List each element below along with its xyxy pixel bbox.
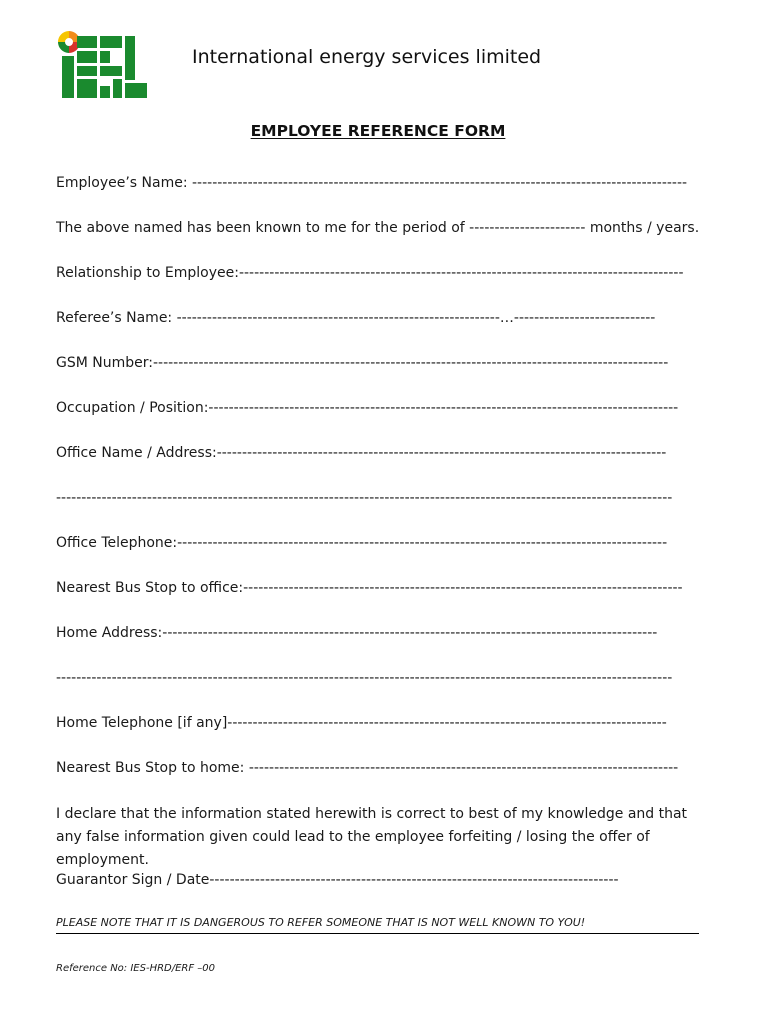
swirl-icon xyxy=(58,31,80,53)
home-address-continuation[interactable]: -------------------------------------------------------------------------------------------------------------------------- xyxy=(56,670,673,686)
referee-name-field[interactable]: Referee’s Name: ----------------------------------------------------------------…---------------------------- xyxy=(56,310,656,326)
gsm-number-field[interactable]: GSM Number:------------------------------------------------------------------------------------------------------ xyxy=(56,355,669,371)
home-telephone-field[interactable]: Home Telephone [if any]--------------------------------------------------------------------------------------- xyxy=(56,715,667,731)
declaration-text: I declare that the information stated herewith is correct to best of my knowledge and that any false information given could lead to the employee forfeiting / losing the offer of employment. xyxy=(56,806,688,868)
occupation-field[interactable]: Occupation / Position:--------------------------------------------------------------------------------------------- xyxy=(56,400,679,416)
company-name: International energy services limited xyxy=(192,46,542,68)
relationship-field[interactable]: Relationship to Employee:---------------------------------------------------------------------------------------- xyxy=(56,265,684,281)
office-telephone-field[interactable]: Office Telephone:------------------------------------------------------------------------------------------------- xyxy=(56,535,668,551)
guarantor-sign-date-field[interactable]: Guarantor Sign / Date--------------------------------------------------------------------------------- xyxy=(56,872,619,888)
reference-number: Reference No: IES-HRD/ERF –00 xyxy=(56,963,216,974)
warning-notice: PLEASE NOTE THAT IT IS DANGEROUS TO REFER SOMEONE THAT IS NOT WELL KNOWN TO YOU! xyxy=(56,915,699,934)
office-bus-stop-field[interactable]: Nearest Bus Stop to office:--------------------------------------------------------------------------------------- xyxy=(56,580,683,596)
company-logo xyxy=(56,30,148,100)
known-period-field[interactable]: The above named has been known to me for the period of ----------------------- months / years. xyxy=(56,220,700,236)
home-address-field[interactable]: Home Address:-------------------------------------------------------------------------------------------------- xyxy=(56,625,658,641)
employee-name-field[interactable]: Employee’s Name: -------------------------------------------------------------------------------------------------- xyxy=(56,175,688,191)
home-bus-stop-field[interactable]: Nearest Bus Stop to home: ------------------------------------------------------------------------------------- xyxy=(56,760,679,776)
form-title: EMPLOYEE REFERENCE FORM xyxy=(250,122,506,140)
office-address-continuation[interactable]: -------------------------------------------------------------------------------------------------------------------------- xyxy=(56,490,673,506)
office-address-field[interactable]: Office Name / Address:----------------------------------------------------------------------------------------- xyxy=(56,445,667,461)
